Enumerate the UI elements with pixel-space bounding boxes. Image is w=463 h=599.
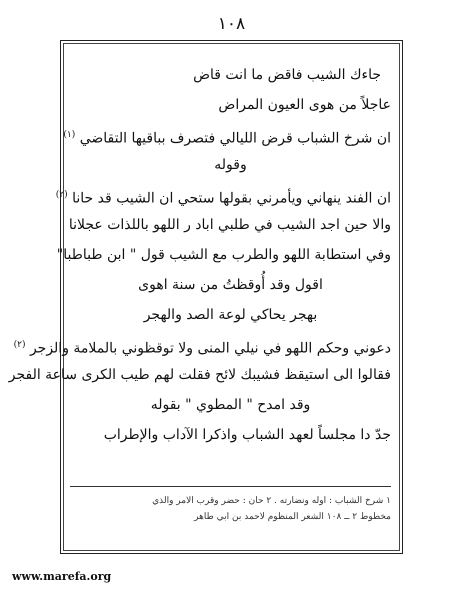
text-line: فقالوا الى استيقظ فشيبك لائح فقلت لهم طيب الكرى ساعة الفجر bbox=[8, 367, 391, 383]
footnote: ١ شرخ الشباب : اوله ونضارته . ٢ حان : حضر وقرب الامر والذي bbox=[152, 496, 391, 506]
text-line bbox=[13, 330, 391, 360]
text-line-content: ان الفند ينهاني ويأمرني بقولها ستحي ان الشيب قد حانا bbox=[72, 190, 391, 207]
text-line-content: دعوني وحكم اللهو في نيلي المنى ولا توقظوني بالملامة والزجر bbox=[29, 340, 391, 357]
text-line: وقد امدح " المطوي " بقوله bbox=[150, 397, 311, 413]
text-line: وقوله bbox=[214, 157, 247, 173]
text-line: والا حين اجد الشيب في طلبي اباد ر اللهو باللذات عجلانا bbox=[68, 217, 391, 233]
footnote-divider bbox=[70, 486, 391, 487]
footnote-ref: (١) bbox=[63, 130, 76, 140]
text-line bbox=[55, 180, 391, 210]
page-number: ١٠٨ bbox=[217, 14, 246, 34]
poem-text bbox=[8, 60, 391, 450]
text-line: عاجلاً من هوى العيون المراض bbox=[218, 97, 391, 113]
text-line bbox=[63, 120, 391, 150]
text-line-content: ان شرخ الشباب قرض الليالي فتصرف بباقيها التقاضي bbox=[79, 130, 391, 147]
text-line: جاءك الشيب فاقض ما انت قاض bbox=[193, 67, 381, 83]
text-line: جدّ دا مجلساً لعهد الشباب واذكرا الآداب والإطراب bbox=[103, 427, 391, 443]
footnote: مخطوط ٢ ــ ١٠٨ الشعر المنظوم لاحمد بن ابي طاهر bbox=[194, 512, 391, 522]
text-line: وفي استطابة اللهو والطرب مع الشيب قول " ابن طباطبا" bbox=[56, 247, 391, 263]
text-line: اقول وقد أُوقظتُ من سنة اهوى bbox=[138, 277, 323, 293]
website-link[interactable]: www.marefa.org bbox=[12, 570, 112, 583]
footnote-ref: (٢) bbox=[55, 190, 68, 200]
text-line: بهجر يحاكي لوعة الصد والهجر bbox=[143, 307, 318, 323]
footnote-ref: (٢) bbox=[13, 340, 26, 350]
footnotes bbox=[70, 493, 391, 525]
